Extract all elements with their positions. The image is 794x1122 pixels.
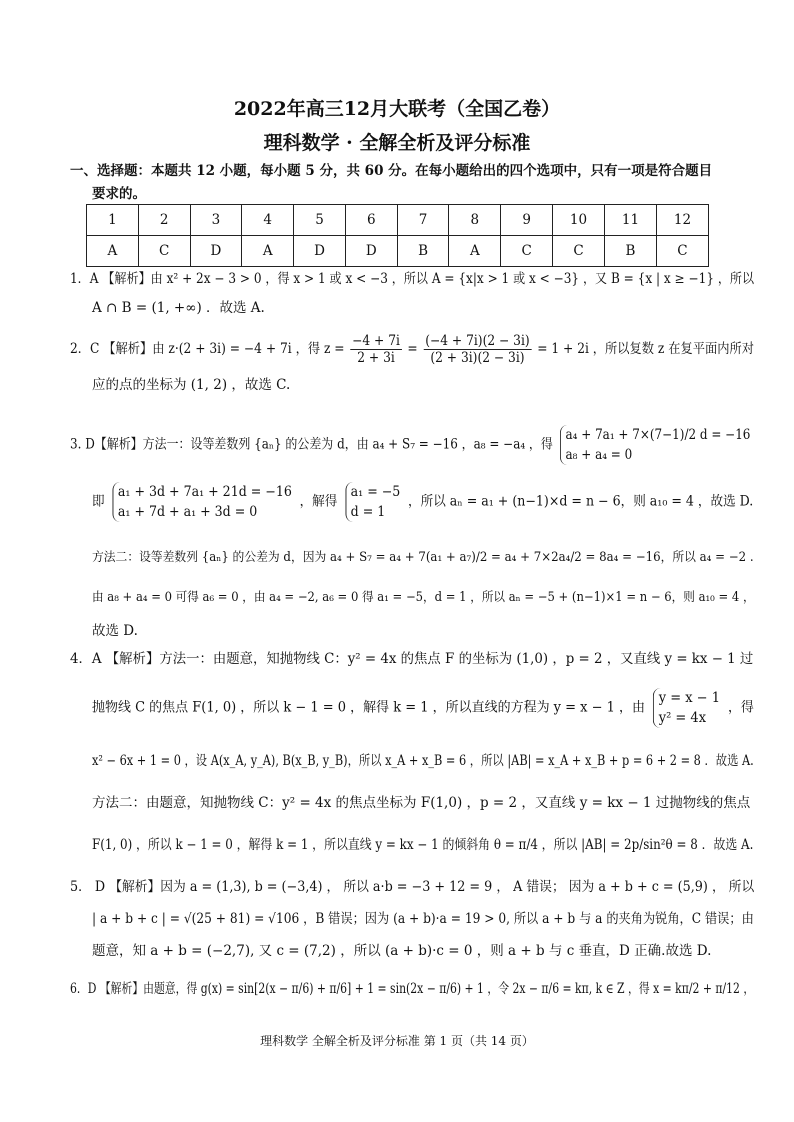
answer-table-answers-row <box>87 236 709 267</box>
q4-sys-eq2: y² = 4x <box>658 710 707 726</box>
q2-frac2-num: (−4 + 7i)(2 − 3i) <box>425 333 530 349</box>
q3-text: 3. D【解析】方法一：设等差数列 {aₙ} 的公差为 d，由 a₄ + S₇ = −16 ，a₈ = −a₄ ，得 <box>70 436 553 453</box>
table-cell: 4 <box>242 205 294 236</box>
q3-sys2-eq2: a₁ + 7d + a₁ + 3d = 0 <box>117 504 258 520</box>
table-cell: D <box>345 236 397 267</box>
table-cell: A <box>449 236 501 267</box>
q3-sys3-eq1: a₁ = −5 <box>350 484 401 500</box>
q6-line1: 6．D 【解析】由题意，得 g(x) = sin[2(x − π/6) + π/6] + 1 = sin(2x − π/6) + 1 ，令 2x − π/6 = kπ, k ∈ Z ，得 x = kπ/2 + π/12 ， <box>70 981 755 997</box>
q4-line5: F(1, 0) ，所以 k − 1 = 0 ，解得 k = 1 ，所以直线 y = kx − 1 的倾斜角 θ = π/4 ，所以 |AB| = 2p/sin²θ = 8 ．故选 A. <box>92 837 754 853</box>
q3-line3: 方法二：设等差数列 {aₙ} 的公差为 d，因为 a₄ + S₇ = a₄ + 7(a₁ + a₇)/2 = a₄ + 7×2a₄/2 = 8a₄ = −16，所以 a₄ = −2 . <box>92 549 754 564</box>
table-cell: 10 <box>553 205 605 236</box>
table-cell: C <box>553 236 605 267</box>
q3-system-2 <box>112 482 292 522</box>
q4-system <box>653 688 720 728</box>
q3-text-b: ，解得 <box>299 493 338 510</box>
q3-sys1-eq2: a₈ + a₄ = 0 <box>565 447 633 463</box>
table-cell: A <box>87 236 139 267</box>
table-cell: 1 <box>87 205 139 236</box>
table-cell: 3 <box>190 205 242 236</box>
q3-sys3-eq2: d = 1 <box>350 504 386 520</box>
q5-line1: 5． D 【解析】因为 a = (1,3), b = (−3,4) ， 所以 a·b = −3 + 12 = 9 ， A 错误； 因为 a + b + c = (5,9) ， 所以 <box>70 879 755 895</box>
table-cell: C <box>138 236 190 267</box>
q3-text-c: ，所以 aₙ = a₁ + (n−1)×d = n − 6，则 a₁₀ = 4 ，故选 D. <box>408 493 754 510</box>
q5-line2: | a + b + c | = √(25 + 81) = √106 ，B 错误；因为 (a + b)·a = 19 > 0, 所以 a + b 与 a 的夹角为锐角，C 错误；由 <box>92 911 754 927</box>
table-cell: 2 <box>138 205 190 236</box>
q3-line4: 由 a₈ + a₄ = 0 可得 a₆ = 0 ，由 a₄ = −2, a₆ = 0 得 a₁ = −5，d = 1 ，所以 aₙ = −5 + (n−1)×1 = n − 6，则 a₁₀ = 4 ， <box>92 589 755 604</box>
table-cell: 5 <box>294 205 346 236</box>
q1-line2: A ∩ B = (1, +∞) ．故选 A. <box>92 300 265 316</box>
q2-fraction-2 <box>423 333 531 366</box>
table-cell: 8 <box>449 205 501 236</box>
table-cell: 9 <box>501 205 553 236</box>
table-cell: D <box>190 236 242 267</box>
q3-sys1-eq1: a₄ + 7a₁ + 7×(7−1)/2 d = −16 <box>565 427 751 443</box>
page-footer: 理科数学 全解全析及评分标准 第 1 页（共 14 页） <box>260 1034 534 1048</box>
answer-table-numbers-row <box>87 205 709 236</box>
document-subtitle: 理科数学 · 全解全析及评分标准 <box>263 132 531 154</box>
q3-system-1 <box>560 425 750 465</box>
table-cell: C <box>501 236 553 267</box>
table-cell: C <box>656 236 708 267</box>
q3-line1 <box>70 425 754 465</box>
q2-line1: 2．C 【解析】由 z·(2 + 3i) = −4 + 7i ，得 z = $\frac{-4 + 7i}{2 + 3i}$ = $\frac{(-4 + 7i)(2 - 3i)}{(2 + 3i)(2 - 3i)}$ = 1 + 2i ，所以复数 z 在复平面内所对 <box>70 333 754 366</box>
q3-line5: 故选 D. <box>92 623 138 639</box>
answer-table <box>86 204 709 267</box>
table-cell: 12 <box>656 205 708 236</box>
q4-text-a: 抛物线 C 的焦点 F(1, 0) ，所以 k − 1 = 0 ，解得 k = 1 ，所以直线的方程为 y = x − 1 ，由 <box>92 699 645 716</box>
table-cell: D <box>294 236 346 267</box>
table-cell: 6 <box>345 205 397 236</box>
q2-text-a: 2．C 【解析】由 z·(2 + 3i) = −4 + 7i ，得 z = <box>70 341 345 357</box>
q2-text-b: = 1 + 2i ，所以复数 z 在复平面内所对 <box>537 341 754 357</box>
q3-text-a: 即 <box>92 493 105 510</box>
q4-line4: 方法二：由题意，知抛物线 C：y² = 4x 的焦点坐标为 F(1,0) ，p = 2 ，又直线 y = kx − 1 过抛物线的焦点 <box>92 795 751 811</box>
table-cell: A <box>242 236 294 267</box>
q1-line1: 1．A 【解析】由 x² + 2x − 3 > 0 ，得 x > 1 或 x < −3 ，所以 A = {x|x > 1 或 x < −3} ，又 B = {x | x ≥ −1} ，所以 <box>70 271 755 287</box>
q2-frac2-den: (2 + 3i)(2 − 3i) <box>430 350 525 366</box>
q4-line3: x² − 6x + 1 = 0 ，设 A(x_A, y_A), B(x_B, y_B)，所以 x_A + x_B = 6 ，所以 |AB| = x_A + x_B + p = 6 + 2 = 8 ．故选 A. <box>92 753 754 769</box>
document-title: 2022年高三12月大联考（全国乙卷） <box>233 98 561 120</box>
q2-line2: 应的点的坐标为 (1, 2) ，故选 C. <box>92 377 291 393</box>
q4-sys-eq1: y = x − 1 <box>658 690 720 706</box>
q5-line3: 题意，知 a + b = (−2,7), 又 c = (7,2) ，所以 (a + b)·c = 0 ，则 a + b 与 c 垂直，D 正确.故选 D. <box>92 943 712 959</box>
table-cell: B <box>397 236 449 267</box>
q3-sys2-eq1: a₁ + 3d + 7a₁ + 21d = −16 <box>117 484 292 500</box>
table-cell: 11 <box>604 205 656 236</box>
q4-line2 <box>92 688 754 728</box>
q4-text-b: ，得 <box>727 699 754 716</box>
section-heading <box>70 160 730 206</box>
q3-system-3 <box>345 482 400 522</box>
table-cell: 7 <box>397 205 449 236</box>
section-heading-line2: 要求的。 <box>92 186 146 202</box>
q2-frac1-den: 2 + 3i <box>357 350 395 366</box>
q2-frac1-num: −4 + 7i <box>352 333 400 349</box>
q3-line2 <box>92 482 753 522</box>
table-cell: B <box>604 236 656 267</box>
q2-fraction-1 <box>350 333 401 366</box>
q4-line1: 4．A 【解析】方法一：由题意，知抛物线 C：y² = 4x 的焦点 F 的坐标为 (1,0) ，p = 2 ，又直线 y = kx − 1 过 <box>70 651 754 667</box>
section-heading-line1: 一、选择题：本题共 12 小题，每小题 5 分，共 60 分。在每小题给出的四个选项中，只有一项是符合题目 <box>70 163 713 179</box>
